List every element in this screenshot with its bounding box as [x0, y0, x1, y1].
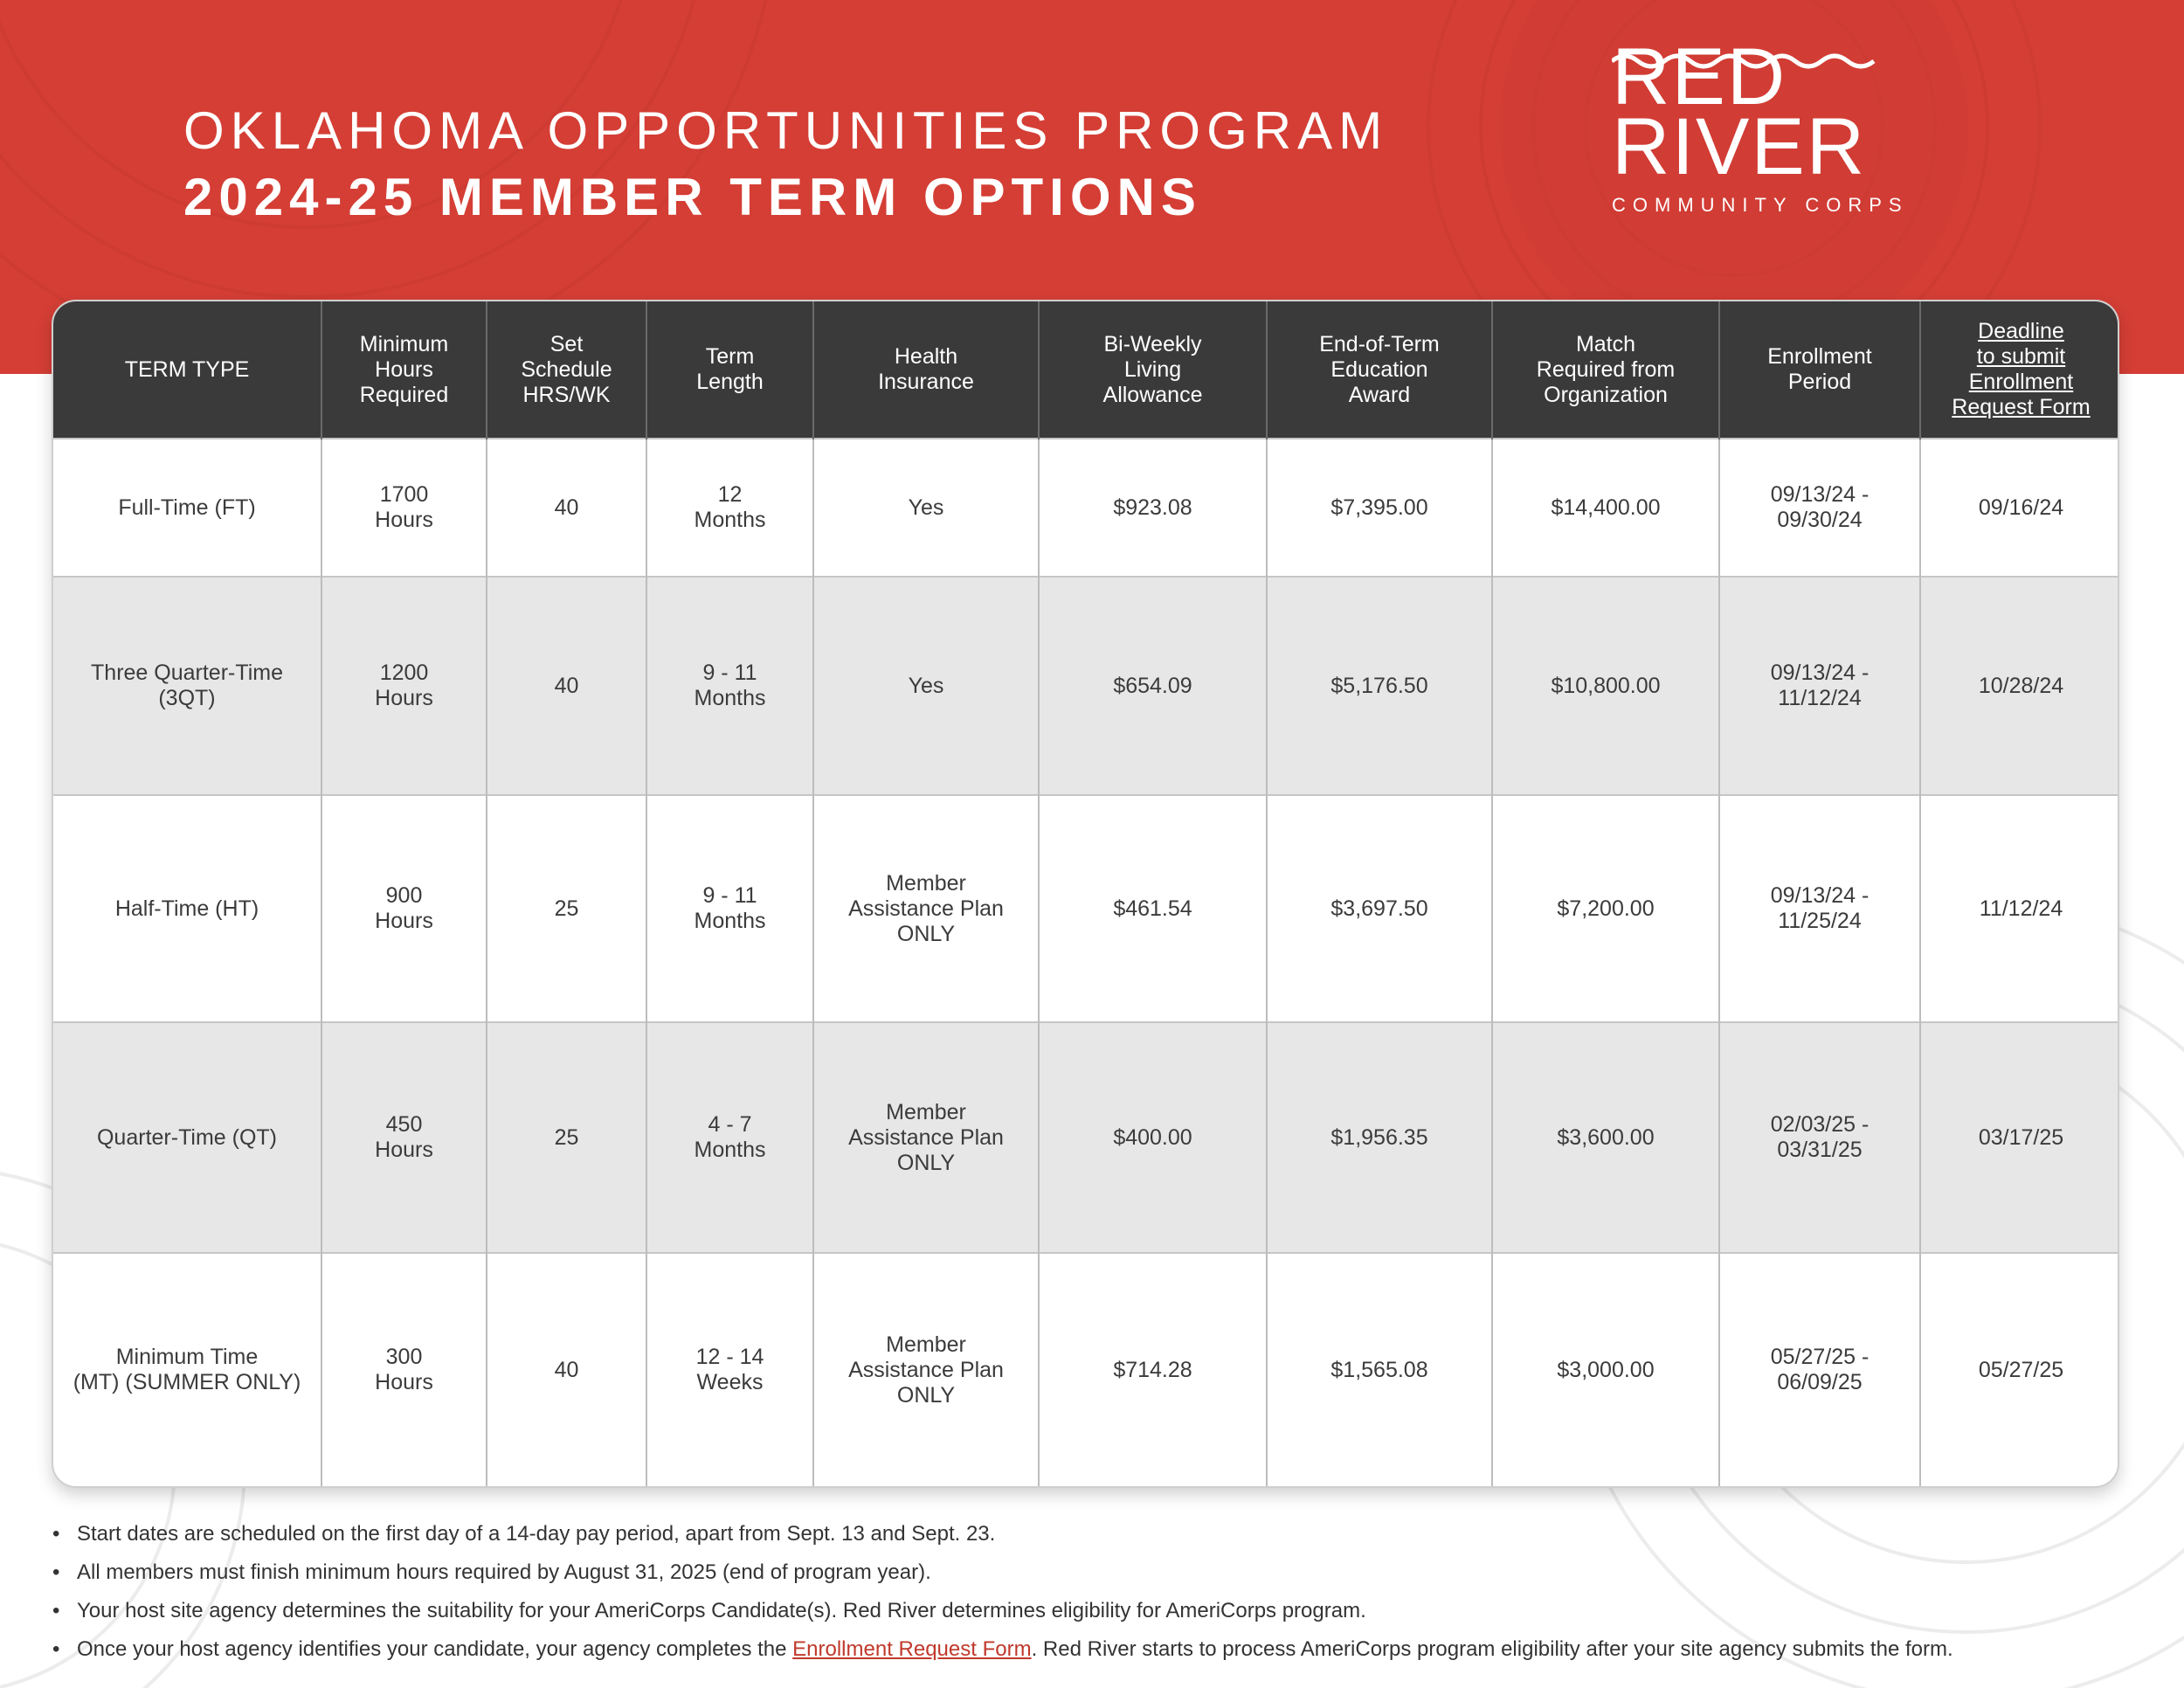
- table-row: [53, 795, 2119, 1022]
- table-row: [53, 1022, 2119, 1253]
- term-options-table: [53, 301, 2119, 1486]
- cell-min-hours: 1700 Hours: [321, 439, 487, 577]
- footnotes-list: [52, 1515, 2149, 1669]
- footnote-text: Your host site agency determines the suitability for your AmeriCorps Candidate(s). Red River determines eligibility for AmeriCorps program.: [77, 1599, 1366, 1622]
- cell-enrollment-period: 09/13/24 - 11/12/24: [1719, 577, 1920, 795]
- cell-term-length: 12 - 14 Weeks: [646, 1253, 813, 1486]
- cell-deadline: 10/28/24: [1920, 577, 2119, 795]
- cell-schedule: 40: [487, 1253, 646, 1486]
- bullet-icon: •: [52, 1599, 60, 1622]
- cell-health-insurance: Member Assistance Plan ONLY: [813, 1022, 1039, 1253]
- cell-term-type: Quarter-Time (QT): [53, 1022, 321, 1253]
- header-term-type: TERM TYPE: [53, 301, 321, 439]
- cell-health-insurance: Member Assistance Plan ONLY: [813, 795, 1039, 1022]
- footnote-text: Once your host agency identifies your candidate, your agency completes the: [77, 1637, 793, 1661]
- header-health-insurance: Health Insurance: [813, 301, 1039, 439]
- cell-min-hours: 300 Hours: [321, 1253, 487, 1486]
- cell-enrollment-period: 05/27/25 - 06/09/25: [1719, 1253, 1920, 1486]
- header-match-required: Match Required from Organization: [1492, 301, 1719, 439]
- table-row: [53, 577, 2119, 795]
- term-options-table-card: [52, 300, 2119, 1488]
- cell-min-hours: 450 Hours: [321, 1022, 487, 1253]
- cell-match: $14,400.00: [1492, 439, 1719, 577]
- header-living-allowance: Bi-Weekly Living Allowance: [1039, 301, 1267, 439]
- cell-match: $3,600.00: [1492, 1022, 1719, 1253]
- cell-health-insurance: Yes: [813, 577, 1039, 795]
- cell-health-insurance: Member Assistance Plan ONLY: [813, 1253, 1039, 1486]
- cell-deadline: 09/16/24: [1978, 495, 2064, 520]
- table-header-row: [53, 301, 2119, 439]
- cell-enrollment-period: 09/13/24 - 11/25/24: [1719, 795, 1920, 1022]
- cell-education-award: $5,176.50: [1267, 577, 1492, 795]
- table-row: [53, 439, 2119, 577]
- cell-living-allowance: $654.09: [1039, 577, 1267, 795]
- bullet-icon: •: [52, 1522, 60, 1546]
- footnote-text: Start dates are scheduled on the first day of a 14-day pay period, apart from Sept. 13 and Sept. 23.: [77, 1522, 996, 1546]
- cell-match: $3,000.00: [1492, 1253, 1719, 1486]
- cell-schedule: 40: [487, 439, 646, 577]
- cell-term-length: 12 Months: [646, 439, 813, 577]
- header-minimum-hours: Minimum Hours Required: [321, 301, 487, 439]
- cell-education-award: $1,956.35: [1267, 1022, 1492, 1253]
- cell-deadline: 11/12/24: [1979, 896, 2063, 921]
- logo-word-red: RED: [1612, 32, 1787, 121]
- cell-living-allowance: $461.54: [1039, 795, 1267, 1022]
- header-enrollment-period: Enrollment Period: [1719, 301, 1920, 439]
- red-river-logo: [1612, 32, 1909, 217]
- cell-term-length: 9 - 11 Months: [646, 795, 813, 1022]
- footnote-item: [52, 1592, 2149, 1630]
- cell-education-award: $7,395.00: [1267, 439, 1492, 577]
- program-name: OKLAHOMA OPPORTUNITIES PROGRAM: [183, 101, 1389, 160]
- document-title: 2024-25 MEMBER TERM OPTIONS: [183, 168, 1202, 226]
- cell-deadline: 03/17/25: [1920, 1022, 2119, 1253]
- cell-health-insurance: Yes: [813, 439, 1039, 577]
- cell-enrollment-period: 02/03/25 - 03/31/25: [1719, 1022, 1920, 1253]
- cell-schedule: 40: [487, 577, 646, 795]
- footnote-item: [52, 1630, 2149, 1669]
- cell-match: $10,800.00: [1492, 577, 1719, 795]
- cell-living-allowance: $400.00: [1039, 1022, 1267, 1253]
- bullet-icon: •: [52, 1637, 60, 1661]
- cell-min-hours: 900 Hours: [321, 795, 487, 1022]
- cell-match: $7,200.00: [1492, 795, 1719, 1022]
- footnote-text: . Red River starts to process AmeriCorps program eligibility after your site agency submits the form.: [1031, 1637, 1953, 1661]
- cell-schedule: 25: [487, 795, 646, 1022]
- cell-education-award: $1,565.08: [1267, 1253, 1492, 1486]
- table-row: [53, 1253, 2119, 1486]
- cell-term-type: Minimum Time (MT) (SUMMER ONLY): [53, 1253, 321, 1486]
- cell-term-type: Three Quarter-Time (3QT): [53, 577, 321, 795]
- footnote-item: [52, 1553, 2149, 1592]
- enrollment-request-form-link[interactable]: Enrollment Request Form: [792, 1637, 1032, 1661]
- footnote-text: All members must finish minimum hours required by August 31, 2025 (end of program year).: [77, 1560, 931, 1584]
- cell-living-allowance: $714.28: [1039, 1253, 1267, 1486]
- header-deadline-link[interactable]: Deadline to submit Enrollment Request Form: [1920, 301, 2119, 439]
- cell-living-allowance: $923.08: [1039, 439, 1267, 577]
- cell-term-length: 9 - 11 Months: [646, 577, 813, 795]
- cell-enrollment-period: 09/13/24 - 09/30/24: [1719, 439, 1920, 577]
- header-term-length: Term Length: [646, 301, 813, 439]
- cell-education-award: $3,697.50: [1267, 795, 1492, 1022]
- cell-term-type: Full-Time (FT): [53, 439, 321, 577]
- cell-term-type: Half-Time (HT): [53, 795, 321, 1022]
- header-schedule: Set Schedule HRS/WK: [487, 301, 646, 439]
- wave-icon: [1612, 51, 1883, 72]
- cell-term-length: 4 - 7 Months: [646, 1022, 813, 1253]
- logo-tagline: COMMUNITY CORPS: [1612, 194, 1909, 216]
- cell-deadline: 05/27/25: [1978, 1357, 2064, 1382]
- logo-word-river: RIVER: [1612, 102, 1867, 191]
- cell-min-hours: 1200 Hours: [321, 577, 487, 795]
- cell-schedule: 25: [487, 1022, 646, 1253]
- footnote-item: [52, 1515, 2149, 1553]
- bullet-icon: •: [52, 1560, 60, 1584]
- page-title: [183, 98, 1388, 231]
- header-education-award: End-of-Term Education Award: [1267, 301, 1492, 439]
